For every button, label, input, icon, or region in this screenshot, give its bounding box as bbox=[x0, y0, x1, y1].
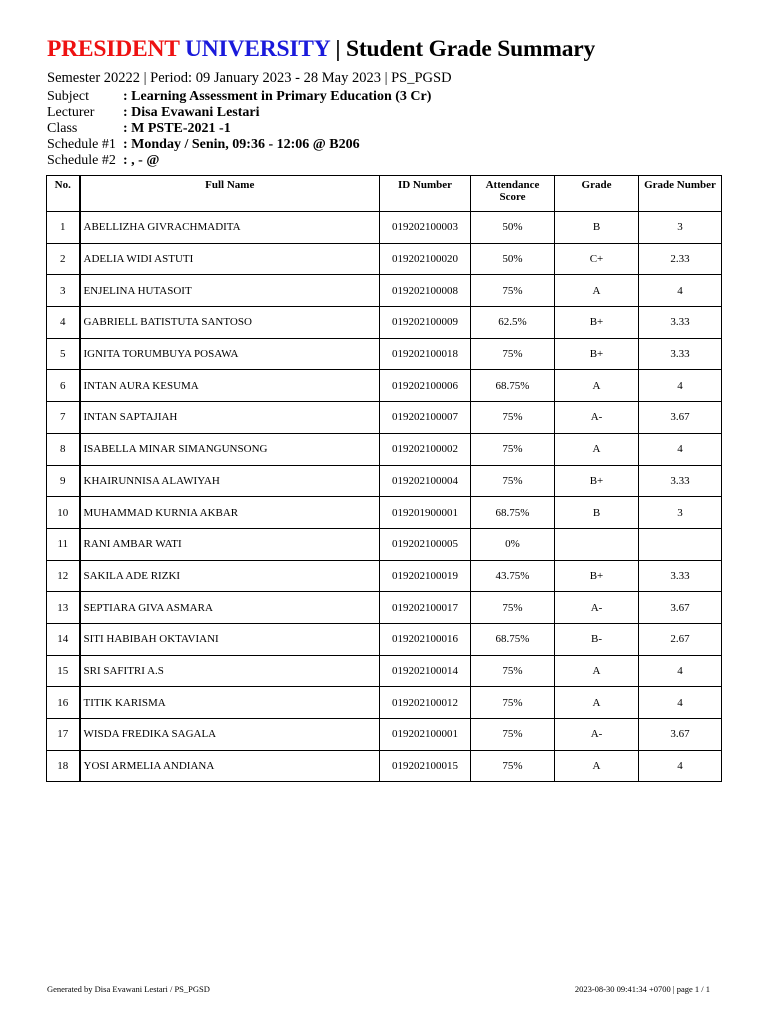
grade-number-cell: 3.33 bbox=[639, 338, 722, 370]
student-id-cell: 019202100001 bbox=[380, 719, 471, 751]
student-id-cell: 019202100017 bbox=[380, 592, 471, 624]
table-row bbox=[47, 433, 722, 465]
attendance-score-cell: 75% bbox=[471, 433, 555, 465]
grade-cell: A bbox=[555, 433, 639, 465]
student-name-cell: GABRIELL BATISTUTA SANTOSO bbox=[80, 307, 380, 339]
column-header: Attendance Score bbox=[471, 176, 555, 212]
title-document-name: | Student Grade Summary bbox=[329, 36, 596, 62]
student-id-cell: 019201900001 bbox=[380, 497, 471, 529]
row-number-cell: 2 bbox=[47, 243, 80, 275]
grade-number-cell: 4 bbox=[639, 370, 722, 402]
column-header: Full Name bbox=[80, 176, 380, 212]
grade-cell: A bbox=[555, 275, 639, 307]
table-body bbox=[47, 212, 722, 782]
row-number-cell: 13 bbox=[47, 592, 80, 624]
title-university: UNIVERSITY bbox=[184, 36, 330, 62]
grade-number-cell bbox=[639, 528, 722, 560]
student-name-cell: KHAIRUNNISA ALAWIYAH bbox=[80, 465, 380, 497]
meta-value: : Monday / Senin, 09:36 - 12:06 @ B206 bbox=[123, 137, 360, 152]
attendance-score-cell: 50% bbox=[471, 212, 555, 244]
grade-cell: A bbox=[555, 750, 639, 782]
grade-number-cell: 3.67 bbox=[639, 592, 722, 624]
student-id-cell: 019202100012 bbox=[380, 687, 471, 719]
row-number-cell: 17 bbox=[47, 719, 80, 751]
grade-cell: B+ bbox=[555, 560, 639, 592]
student-name-cell: TITIK KARISMA bbox=[80, 687, 380, 719]
grade-cell: C+ bbox=[555, 243, 639, 275]
table-row bbox=[47, 623, 722, 655]
attendance-score-cell: 62.5% bbox=[471, 307, 555, 339]
student-name-cell: SITI HABIBAH OKTAVIANI bbox=[80, 623, 380, 655]
table-row bbox=[47, 560, 722, 592]
row-number-cell: 5 bbox=[47, 338, 80, 370]
grade-number-cell: 4 bbox=[639, 275, 722, 307]
student-name-cell: ABELLIZHA GIVRACHMADITA bbox=[80, 212, 380, 244]
grade-cell: B+ bbox=[555, 465, 639, 497]
grade-cell: A- bbox=[555, 402, 639, 434]
title-president: PRESIDENT bbox=[47, 36, 180, 62]
table-row bbox=[47, 370, 722, 402]
grade-number-cell: 2.33 bbox=[639, 243, 722, 275]
grade-number-cell: 4 bbox=[639, 655, 722, 687]
row-number-cell: 7 bbox=[47, 402, 80, 434]
student-name-cell: SAKILA ADE RIZKI bbox=[80, 560, 380, 592]
row-number-cell: 18 bbox=[47, 750, 80, 782]
student-id-cell: 019202100004 bbox=[380, 465, 471, 497]
student-id-cell: 019202100015 bbox=[380, 750, 471, 782]
row-number-cell: 14 bbox=[47, 623, 80, 655]
table-row bbox=[47, 212, 722, 244]
table-row bbox=[47, 338, 722, 370]
student-name-cell: INTAN SAPTAJIAH bbox=[80, 402, 380, 434]
meta-label: Subject bbox=[47, 89, 89, 104]
row-number-cell: 9 bbox=[47, 465, 80, 497]
meta-value: : M PSTE-2021 -1 bbox=[123, 121, 231, 136]
meta-label: Lecturer bbox=[47, 105, 95, 120]
grade-cell: A bbox=[555, 687, 639, 719]
grade-number-cell: 4 bbox=[639, 433, 722, 465]
grade-number-cell: 4 bbox=[639, 750, 722, 782]
grade-cell: B+ bbox=[555, 307, 639, 339]
row-number-cell: 11 bbox=[47, 528, 80, 560]
meta-label: Schedule #1 bbox=[47, 137, 116, 152]
meta-label: Class bbox=[47, 121, 78, 136]
row-number-cell: 15 bbox=[47, 655, 80, 687]
attendance-score-cell: 75% bbox=[471, 338, 555, 370]
table-row bbox=[47, 275, 722, 307]
attendance-score-cell: 50% bbox=[471, 243, 555, 275]
student-id-cell: 019202100008 bbox=[380, 275, 471, 307]
grade-cell: B- bbox=[555, 623, 639, 655]
row-number-cell: 4 bbox=[47, 307, 80, 339]
attendance-score-cell: 75% bbox=[471, 592, 555, 624]
attendance-score-cell: 75% bbox=[471, 402, 555, 434]
attendance-score-cell: 75% bbox=[471, 655, 555, 687]
student-name-cell: YOSI ARMELIA ANDIANA bbox=[80, 750, 380, 782]
student-name-cell: IGNITA TORUMBUYA POSAWA bbox=[80, 338, 380, 370]
row-number-cell: 12 bbox=[47, 560, 80, 592]
attendance-score-cell: 75% bbox=[471, 687, 555, 719]
meta-value: : Disa Evawani Lestari bbox=[123, 105, 260, 120]
table-row bbox=[47, 465, 722, 497]
footer-generated-by: Generated by Disa Evawani Lestari / PS_PGSD bbox=[47, 984, 210, 994]
row-number-cell: 16 bbox=[47, 687, 80, 719]
student-id-cell: 019202100003 bbox=[380, 212, 471, 244]
grade-cell: A bbox=[555, 655, 639, 687]
student-name-cell: ENJELINA HUTASOIT bbox=[80, 275, 380, 307]
grade-number-cell: 3.33 bbox=[639, 307, 722, 339]
table-row bbox=[47, 243, 722, 275]
student-id-cell: 019202100007 bbox=[380, 402, 471, 434]
footer-timestamp-page: 2023-08-30 09:41:34 +0700 | page 1 / 1 bbox=[574, 984, 710, 994]
student-id-cell: 019202100006 bbox=[380, 370, 471, 402]
column-header: Grade bbox=[555, 176, 639, 212]
grade-cell: A- bbox=[555, 592, 639, 624]
attendance-score-cell: 68.75% bbox=[471, 497, 555, 529]
grade-number-cell: 3.33 bbox=[639, 560, 722, 592]
page-title bbox=[47, 36, 595, 63]
student-name-cell: WISDA FREDIKA SAGALA bbox=[80, 719, 380, 751]
student-id-cell: 019202100018 bbox=[380, 338, 471, 370]
table-row bbox=[47, 497, 722, 529]
column-header: No. bbox=[47, 176, 80, 212]
student-name-cell: RANI AMBAR WATI bbox=[80, 528, 380, 560]
meta-label: Schedule #2 bbox=[47, 153, 116, 168]
row-number-cell: 8 bbox=[47, 433, 80, 465]
grade-cell: A bbox=[555, 370, 639, 402]
student-id-cell: 019202100009 bbox=[380, 307, 471, 339]
grade-number-cell: 2.67 bbox=[639, 623, 722, 655]
table-row bbox=[47, 687, 722, 719]
attendance-score-cell: 68.75% bbox=[471, 370, 555, 402]
attendance-score-cell: 68.75% bbox=[471, 623, 555, 655]
attendance-score-cell: 0% bbox=[471, 528, 555, 560]
student-name-cell: ISABELLA MINAR SIMANGUNSONG bbox=[80, 433, 380, 465]
grade-number-cell: 4 bbox=[639, 687, 722, 719]
table-header-row bbox=[47, 176, 722, 212]
student-id-cell: 019202100019 bbox=[380, 560, 471, 592]
student-id-cell: 019202100020 bbox=[380, 243, 471, 275]
grade-number-cell: 3 bbox=[639, 212, 722, 244]
attendance-score-cell: 75% bbox=[471, 719, 555, 751]
grade-number-cell: 3.33 bbox=[639, 465, 722, 497]
grade-number-cell: 3.67 bbox=[639, 719, 722, 751]
row-number-cell: 6 bbox=[47, 370, 80, 402]
student-name-cell: ADELIA WIDI ASTUTI bbox=[80, 243, 380, 275]
grade-table bbox=[46, 175, 722, 782]
column-header: Grade Number bbox=[639, 176, 722, 212]
attendance-score-cell: 75% bbox=[471, 275, 555, 307]
table-row bbox=[47, 719, 722, 751]
table-row bbox=[47, 750, 722, 782]
grade-cell: A- bbox=[555, 719, 639, 751]
table-row bbox=[47, 307, 722, 339]
column-header: ID Number bbox=[380, 176, 471, 212]
meta-value: : , - @ bbox=[123, 153, 160, 168]
row-number-cell: 10 bbox=[47, 497, 80, 529]
grade-cell: B bbox=[555, 497, 639, 529]
grade-number-cell: 3 bbox=[639, 497, 722, 529]
meta-value: : Learning Assessment in Primary Education (3 Cr) bbox=[123, 89, 432, 104]
row-number-cell: 1 bbox=[47, 212, 80, 244]
row-number-cell: 3 bbox=[47, 275, 80, 307]
student-id-cell: 019202100002 bbox=[380, 433, 471, 465]
grade-cell: B+ bbox=[555, 338, 639, 370]
table-row bbox=[47, 655, 722, 687]
student-name-cell: MUHAMMAD KURNIA AKBAR bbox=[80, 497, 380, 529]
student-name-cell: INTAN AURA KESUMA bbox=[80, 370, 380, 402]
table-row bbox=[47, 592, 722, 624]
attendance-score-cell: 75% bbox=[471, 465, 555, 497]
attendance-score-cell: 43.75% bbox=[471, 560, 555, 592]
semester-period-line: Semester 20222 | Period: 09 January 2023 - 28 May 2023 | PS_PGSD bbox=[47, 70, 452, 86]
student-id-cell: 019202100005 bbox=[380, 528, 471, 560]
grade-cell bbox=[555, 528, 639, 560]
student-id-cell: 019202100016 bbox=[380, 623, 471, 655]
grade-number-cell: 3.67 bbox=[639, 402, 722, 434]
attendance-score-cell: 75% bbox=[471, 750, 555, 782]
table-row bbox=[47, 528, 722, 560]
student-name-cell: SRI SAFITRI A.S bbox=[80, 655, 380, 687]
student-id-cell: 019202100014 bbox=[380, 655, 471, 687]
grade-cell: B bbox=[555, 212, 639, 244]
student-name-cell: SEPTIARA GIVA ASMARA bbox=[80, 592, 380, 624]
table-row bbox=[47, 402, 722, 434]
